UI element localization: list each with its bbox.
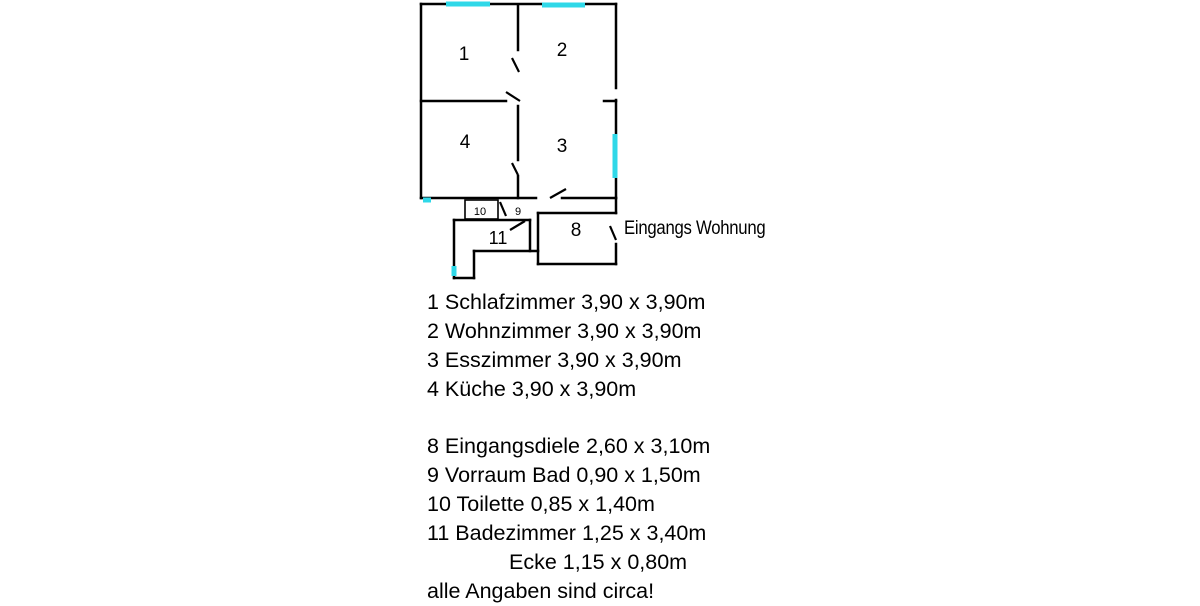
legend-line: 2 Wohnzimmer 3,90 x 3,90m: [427, 318, 702, 343]
room-number-1: 1: [458, 44, 470, 65]
room-number-3: 3: [556, 136, 568, 157]
room-number-9: 9: [514, 206, 522, 218]
inner-walls: [421, 6, 616, 198]
room-legend: [427, 288, 710, 606]
legend-line: 11 Badezimmer 1,25 x 3,40m: [427, 521, 707, 546]
legend-line: 9 Vorraum Bad 0,90 x 1,50m: [427, 463, 701, 488]
legend-note: alle Angaben sind circa!: [427, 578, 655, 603]
room-number-11: 11: [488, 228, 508, 248]
legend-line: 1 Schlafzimmer 3,90 x 3,90m: [427, 290, 706, 314]
room-numbers: [459, 40, 582, 248]
legend-line: 10 Toilette 0,85 x 1,40m: [427, 492, 655, 517]
legend-line: 4 Küche 3,90 x 3,90m: [427, 376, 637, 401]
legend-line: 8 Eingangsdiele 2,60 x 3,10m: [427, 434, 711, 459]
room-number-4: 4: [459, 132, 471, 153]
legend-spacer: [427, 404, 710, 433]
legend-corner-line: Ecke 1,15 x 0,80m: [509, 550, 688, 575]
room-number-10: 10: [473, 206, 487, 218]
legend-line: 3 Esszimmer 3,90 x 3,90m: [427, 347, 682, 372]
room-number-8: 8: [570, 220, 582, 241]
entrance-label: Eingangs Wohnung: [624, 218, 766, 239]
room-number-2: 2: [556, 40, 568, 61]
